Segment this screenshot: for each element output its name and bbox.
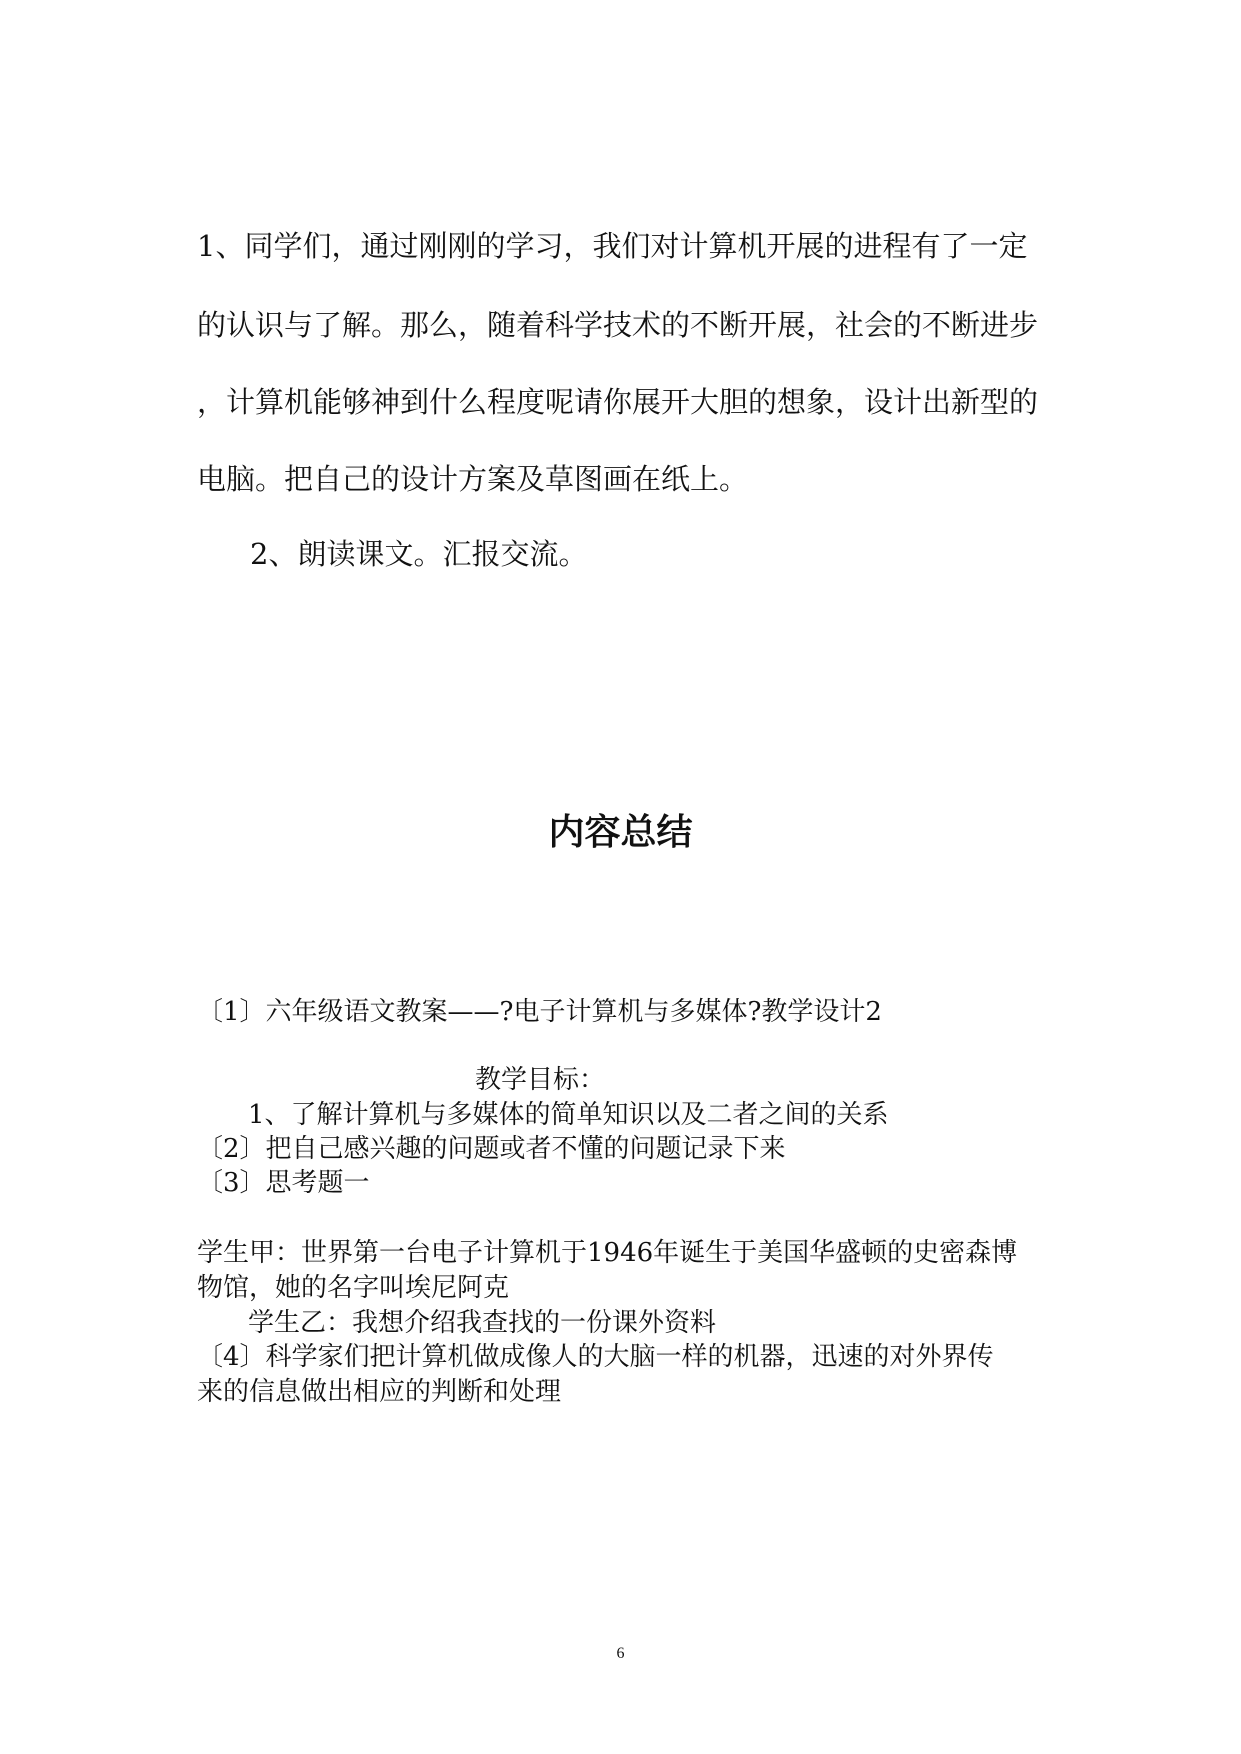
- summary-heading: 内容总结: [548, 812, 693, 853]
- summary-line: 〔3〕思考题一: [197, 1168, 370, 1198]
- summary-line: 〔4〕科学家们把计算机做成像人的大脑一样的机器，迅速的对外界传: [197, 1342, 994, 1372]
- summary-line: 〔2〕把自己感兴趣的问题或者不懂的问题记录下来: [197, 1134, 786, 1164]
- summary-line: 教学目标：: [475, 1065, 606, 1095]
- page-number: 6: [616, 1645, 625, 1662]
- intro-line: 1、同学们，通过刚刚的学习，我们对计算机开展的进程有了一定: [197, 229, 1028, 263]
- summary-line: 学生乙：我想介绍我查找的一份课外资料: [248, 1308, 717, 1338]
- intro-paragraph-2: 2、朗读课文。汇报交流。: [250, 537, 588, 571]
- summary-line: 〔1〕六年级语文教案——?电子计算机与多媒体?教学设计2: [197, 997, 882, 1027]
- summary-line: 1、了解计算机与多媒体的简单知识以及二者之间的关系: [248, 1100, 889, 1130]
- summary-line: 物馆，她的名字叫埃尼阿克: [197, 1273, 510, 1303]
- intro-line: 的认识与了解。那么，随着科学技术的不断开展，社会的不断进步: [197, 308, 1039, 342]
- summary-line: 来的信息做出相应的判断和处理: [197, 1377, 562, 1407]
- intro-line: ，计算机能够神到什么程度呢请你展开大胆的想象，设计出新型的: [197, 385, 1039, 419]
- summary-line: 学生甲：世界第一台电子计算机于1946年诞生于美国华盛顿的史密森博: [197, 1238, 1018, 1268]
- intro-line: 电脑。把自己的设计方案及草图画在纸上。: [197, 462, 749, 496]
